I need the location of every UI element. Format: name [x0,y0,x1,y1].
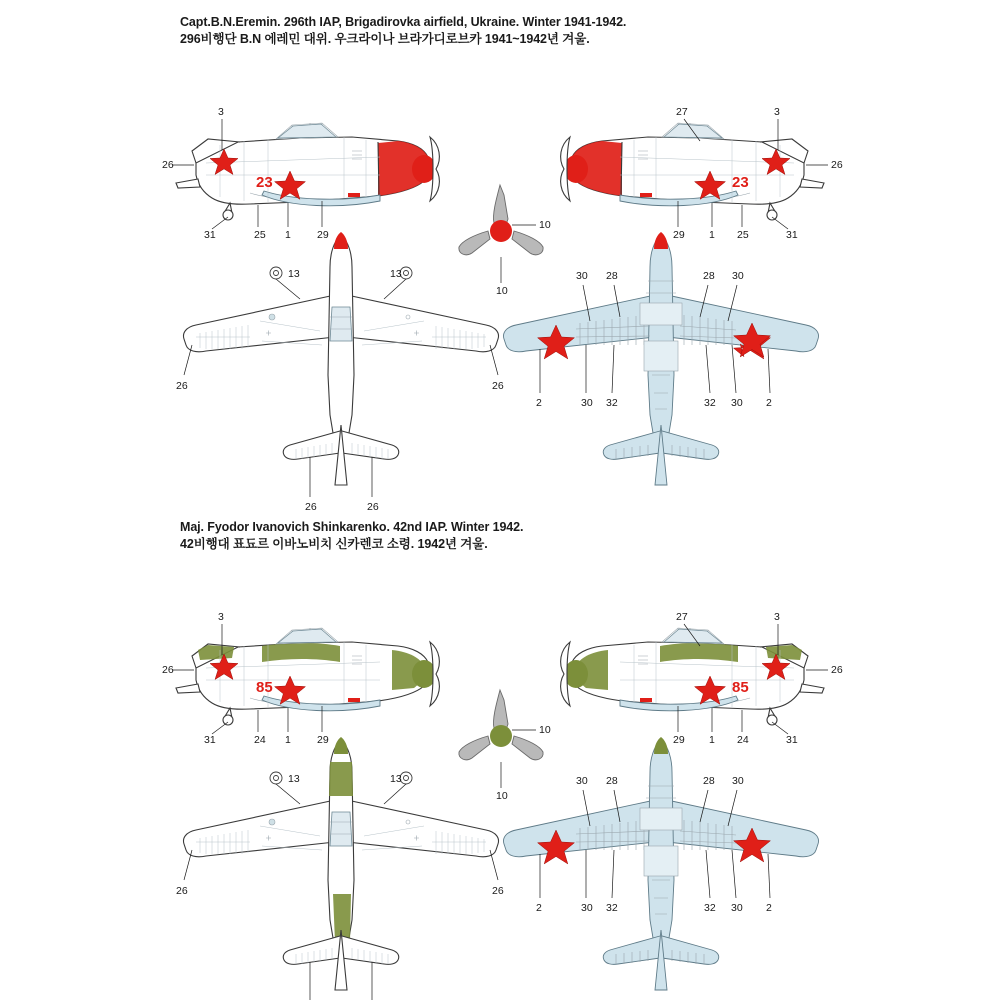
left-side-profile [162,106,439,241]
callout-29: 29 [317,229,329,241]
callout-24b-2: 24 [737,734,749,746]
callout-1: 1 [709,229,715,241]
callout-25: 25 [737,229,749,241]
callout-31b-2: 31 [786,734,798,746]
callout-1-2: 1 [285,734,291,746]
top-plan-view [176,232,504,513]
callout-31: 31 [204,229,216,241]
callout-30-tr-2: 30 [732,775,744,787]
left-side-profile-2 [162,611,439,746]
bottom-plan-view-2 [504,737,819,990]
spinner-hub-2 [490,725,512,747]
callout-32-br-2: 32 [704,902,716,914]
callout-2-l: 2 [536,397,542,409]
callout-29-2: 29 [317,734,329,746]
caption-korean-2: 42비행대 표됴르 이바노비치 신카렌코 소령. 1942년 겨울. [180,537,488,551]
callout-2-r-2: 2 [766,902,772,914]
aircraft-number-right: 23 [732,174,749,191]
callout-32-br: 32 [704,397,716,409]
callout-28-tl-2: 28 [606,775,618,787]
callout-26-tl-2: 26 [176,885,188,897]
callout-30-tl: 30 [576,270,588,282]
callout-26-tr-2: 26 [492,885,504,897]
callout-10: 10 [539,219,551,231]
callout-26-tl: 26 [176,380,188,392]
callout-26-2: 26 [162,664,174,676]
caption-english-2: Maj. Fyodor Ivanovich Shinkarenko. 42nd IAP. Winter 1942. [180,520,524,534]
callout-30-bl: 30 [581,397,593,409]
top-plan-view-2 [176,737,504,1000]
aircraft-number-right-2: 85 [732,679,749,696]
callout-32-bl: 32 [606,397,618,409]
caption-english: Capt.B.N.Eremin. 296th IAP, Brigadirovka airfield, Ukraine. Winter 1941-1942. [180,15,627,29]
callout-26: 26 [162,159,174,171]
callout-30-tr: 30 [732,270,744,282]
callout-10-2: 10 [539,724,551,736]
right-side-profile-2 [561,628,824,725]
callout-13-left: 13 [288,268,300,280]
right-side-profile [561,123,824,220]
aircraft-number-left: 23 [256,174,273,191]
callout-3b-2: 3 [774,611,780,623]
callout-27-2: 27 [676,611,688,623]
callout-28-tr: 28 [703,270,715,282]
callout-27: 27 [676,106,688,118]
callout-26-bl: 26 [305,501,317,513]
callout-2-l-2: 2 [536,902,542,914]
callout-29b-2: 29 [673,734,685,746]
callout-28-tl: 28 [606,270,618,282]
callout-26b-2: 26 [831,664,843,676]
callout-10b: 10 [496,285,508,297]
callout-3-2: 3 [218,611,224,623]
scheme-shinkarenko [0,505,1000,1000]
caption-korean: 296비행단 B.N 에레민 대위. 우크라이나 브라가디로브카 1941~1942년 겨울. [180,32,590,46]
callout-25: 25 [254,229,266,241]
scheme-caption-2 [180,519,880,553]
scheme-caption [180,14,880,48]
bottom-plan-view [504,232,819,485]
scheme-views-2 [0,550,1000,1000]
callout-2-r: 2 [766,397,772,409]
callout-26-br: 26 [367,501,379,513]
spinner-hub [490,220,512,242]
callout-13-left-2: 13 [288,773,300,785]
callout-30-br-2: 30 [731,902,743,914]
callout-28-tr-2: 28 [703,775,715,787]
callout-13-right-2: 13 [390,773,402,785]
aircraft-number-left-2: 85 [256,679,273,696]
front-spinner-detail-2 [459,690,551,802]
callout-30-br: 30 [731,397,743,409]
callout-1: 1 [285,229,291,241]
callout-32-bl-2: 32 [606,902,618,914]
callout-24-2: 24 [254,734,266,746]
callout-1b-2: 1 [709,734,715,746]
scheme-views [0,45,1000,513]
callout-30-tl-2: 30 [576,775,588,787]
callout-31-2: 31 [204,734,216,746]
callout-3: 3 [774,106,780,118]
callout-29: 29 [673,229,685,241]
callout-26-tr: 26 [492,380,504,392]
front-spinner-detail [459,185,551,297]
callout-30-bl-2: 30 [581,902,593,914]
callout-3: 3 [218,106,224,118]
callout-31: 31 [786,229,798,241]
callout-26: 26 [831,159,843,171]
callout-13-right: 13 [390,268,402,280]
callout-10b-2: 10 [496,790,508,802]
